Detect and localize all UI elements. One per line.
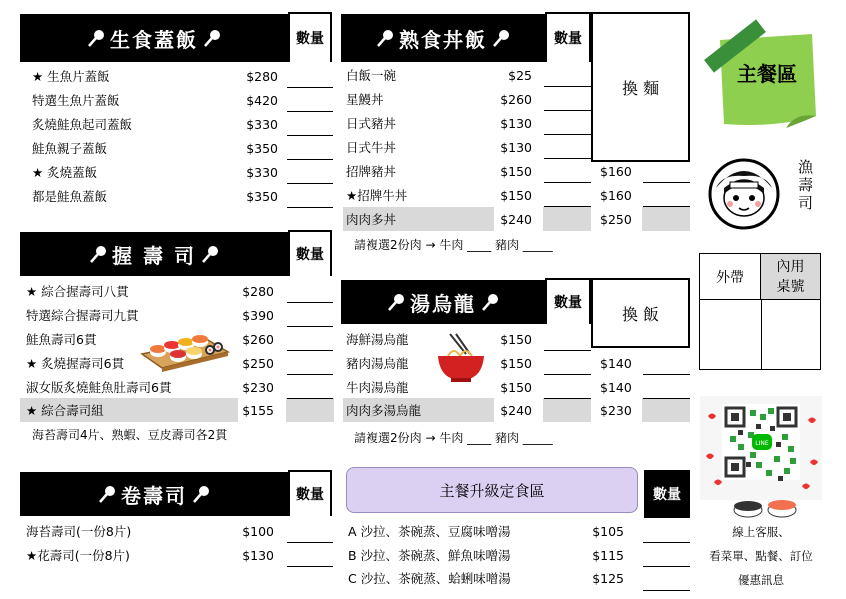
- menu-item[interactable]: 特選生魚片蓋飯 $420: [32, 92, 278, 108]
- qty-line[interactable]: [643, 590, 690, 591]
- qty-header: 數量: [288, 470, 332, 516]
- section-header-raw-rice: [20, 14, 288, 62]
- menu-item[interactable]: ★ 生魚片蓋飯 $280: [32, 68, 278, 84]
- qty-line[interactable]: [544, 110, 591, 111]
- set-note: 海苔壽司4片、熟蝦、豆皮壽司各2貫: [32, 428, 228, 442]
- menu-item[interactable]: 炙燒鮭魚起司蓋飯 $330: [32, 116, 278, 132]
- qty-line[interactable]: [544, 398, 591, 399]
- qty-line[interactable]: [544, 182, 591, 183]
- spoon-icon: [491, 28, 511, 48]
- menu-item[interactable]: 特選綜合握壽司九貫 $390: [26, 307, 274, 323]
- qty-line[interactable]: [544, 134, 591, 135]
- highlight-row: [642, 398, 690, 422]
- menu-item[interactable]: 星鰻丼 $260: [346, 91, 532, 107]
- menu-item[interactable]: 招牌豬丼 $150: [346, 163, 532, 179]
- menu-item[interactable]: ★招牌牛丼 $150: [346, 187, 532, 203]
- dine-in-cell[interactable]: [761, 254, 820, 300]
- alt-price: $160: [600, 187, 632, 203]
- section-header-rolls: [20, 472, 288, 516]
- spoon-icon: [386, 292, 406, 312]
- highlight-row: [286, 398, 334, 422]
- alt-price: $140: [600, 379, 632, 395]
- qty-header: 數量: [288, 230, 332, 276]
- sushi-mascot-image: [730, 494, 800, 518]
- qty-line[interactable]: [287, 135, 333, 136]
- meat-choice-note: 請複選2份肉 → 牛肉 ____ 豬肉 _____: [354, 238, 553, 252]
- qty-line[interactable]: [544, 206, 591, 207]
- highlight-row: [543, 207, 591, 231]
- sushi-platter-image: [138, 326, 230, 374]
- swap-qty-line[interactable]: [643, 374, 690, 375]
- qty-line[interactable]: [287, 350, 333, 351]
- highlight-row: [543, 398, 591, 422]
- caption-line: 看菜單、點餐、訂位: [709, 549, 813, 563]
- noodle-bowl-image: [436, 332, 486, 384]
- section-header-cooked-bowl: [341, 14, 545, 62]
- alt-price: $250: [600, 211, 632, 227]
- spoon-icon: [202, 28, 222, 48]
- swap-qty-line[interactable]: [643, 182, 690, 183]
- menu-item[interactable]: ★ 綜合握壽司八貫 $280: [26, 283, 274, 299]
- menu-item[interactable]: 肉肉多湯烏龍 $240: [346, 402, 532, 418]
- qty-line[interactable]: [544, 350, 591, 351]
- qty-line[interactable]: [287, 159, 333, 160]
- sticky-label: 主餐區: [737, 62, 797, 86]
- menu-item[interactable]: 鮭魚親子蓋飯 $350: [32, 140, 278, 156]
- swap-label: 換 飯: [621, 304, 660, 324]
- section-title: 熟食丼飯: [399, 27, 487, 52]
- spoon-icon: [97, 484, 117, 504]
- qty-line[interactable]: [287, 566, 333, 567]
- menu-item[interactable]: 淑女版炙燒鮭魚肚壽司6貫 $230: [26, 379, 274, 395]
- qty-header: 數量: [545, 278, 591, 324]
- swap-rice-box: [591, 278, 690, 348]
- swap-qty-line[interactable]: [643, 206, 690, 207]
- section-title: 湯烏龍: [410, 291, 476, 316]
- menu-item[interactable]: B 沙拉、茶碗蒸、鮮魚味噌湯 $115: [348, 547, 624, 563]
- qty-line[interactable]: [643, 566, 690, 567]
- alt-price: $160: [600, 163, 632, 179]
- qty-line[interactable]: [287, 542, 333, 543]
- menu-item[interactable]: 肉肉多丼 $240: [346, 211, 532, 227]
- table-divider: [761, 300, 762, 369]
- qty-header: 數量: [288, 12, 332, 62]
- takeout-label: 外帶: [716, 269, 744, 286]
- sticky-note: [716, 24, 818, 130]
- menu-item[interactable]: ★ 炙燒蓋飯 $330: [32, 164, 278, 180]
- menu-item[interactable]: 白飯一碗 $25: [346, 67, 532, 83]
- menu-item[interactable]: 日式豬丼 $130: [346, 115, 532, 131]
- qty-header-set: 數量: [644, 470, 690, 518]
- caption-line: 優惠訊息: [738, 573, 784, 587]
- qty-line[interactable]: [287, 87, 333, 88]
- line-qr-code[interactable]: [700, 396, 822, 500]
- spoon-icon: [86, 28, 106, 48]
- menu-item[interactable]: 海鮮湯烏龍 $150: [346, 331, 532, 347]
- set-meal-title: 主餐升級定食區: [439, 481, 545, 500]
- section-title: 握 壽 司: [112, 243, 196, 268]
- section-title: 卷壽司: [121, 483, 187, 508]
- qty-line[interactable]: [287, 183, 333, 184]
- menu-item[interactable]: 豬肉湯烏龍 $150: [346, 355, 532, 371]
- menu-item[interactable]: ★花壽司(一份8片) $130: [26, 547, 274, 563]
- alt-price: $140: [600, 355, 632, 371]
- section-header-udon: [341, 280, 545, 324]
- menu-item[interactable]: 牛肉湯烏龍 $150: [346, 379, 532, 395]
- qty-line[interactable]: [287, 398, 333, 399]
- spoon-icon: [191, 484, 211, 504]
- qty-line[interactable]: [544, 86, 591, 87]
- menu-item[interactable]: ★ 炙燒握壽司6貫 $250: [26, 355, 274, 371]
- set-meal-banner: [346, 467, 638, 513]
- alt-price: $230: [600, 402, 632, 418]
- caption-line: 線上客服、: [732, 525, 790, 539]
- restaurant-logo: [706, 154, 820, 234]
- spoon-icon: [200, 244, 220, 264]
- menu-item[interactable]: 海苔壽司(一份8片) $100: [26, 523, 274, 539]
- section-title: 生食蓋飯: [110, 27, 198, 52]
- qty-line[interactable]: [643, 542, 690, 543]
- menu-item[interactable]: 鮭魚壽司6貫 $260: [26, 331, 274, 347]
- logo-text: 漁壽司: [798, 158, 814, 212]
- spoon-icon: [480, 292, 500, 312]
- qty-header: 數量: [545, 12, 591, 62]
- menu-item[interactable]: A 沙拉、茶碗蒸、豆腐味噌湯 $105: [348, 523, 624, 539]
- menu-item[interactable]: C 沙拉、茶碗蒸、蛤蜊味噌湯 $125: [348, 570, 624, 586]
- qty-line[interactable]: [287, 374, 333, 375]
- spoon-icon: [88, 244, 108, 264]
- menu-item[interactable]: 日式牛丼 $130: [346, 139, 532, 155]
- qty-line[interactable]: [544, 374, 591, 375]
- swap-label: 換 麵: [621, 78, 660, 98]
- dine-in-label: 內用 桌號: [776, 258, 805, 295]
- swap-noodle-box: [591, 12, 690, 162]
- menu-item[interactable]: 都是鮭魚蓋飯 $350: [32, 188, 278, 204]
- section-header-nigiri: [20, 232, 288, 276]
- takeout-cell[interactable]: [700, 254, 761, 300]
- qty-line[interactable]: [287, 111, 333, 112]
- qty-line[interactable]: [287, 326, 333, 327]
- qty-line[interactable]: [287, 302, 333, 303]
- highlight-row: [642, 207, 690, 231]
- qty-line[interactable]: [544, 158, 591, 159]
- spoon-icon: [375, 28, 395, 48]
- svg-text:LINE: LINE: [755, 440, 769, 447]
- qr-caption: [700, 520, 822, 592]
- order-info-table: [699, 253, 821, 370]
- swap-qty-line[interactable]: [643, 398, 690, 399]
- menu-item[interactable]: ★ 綜合壽司組 $155: [26, 402, 274, 418]
- qty-line[interactable]: [287, 207, 333, 208]
- meat-choice-note: 請複選2份肉 → 牛肉 ____ 豬肉 _____: [354, 431, 553, 445]
